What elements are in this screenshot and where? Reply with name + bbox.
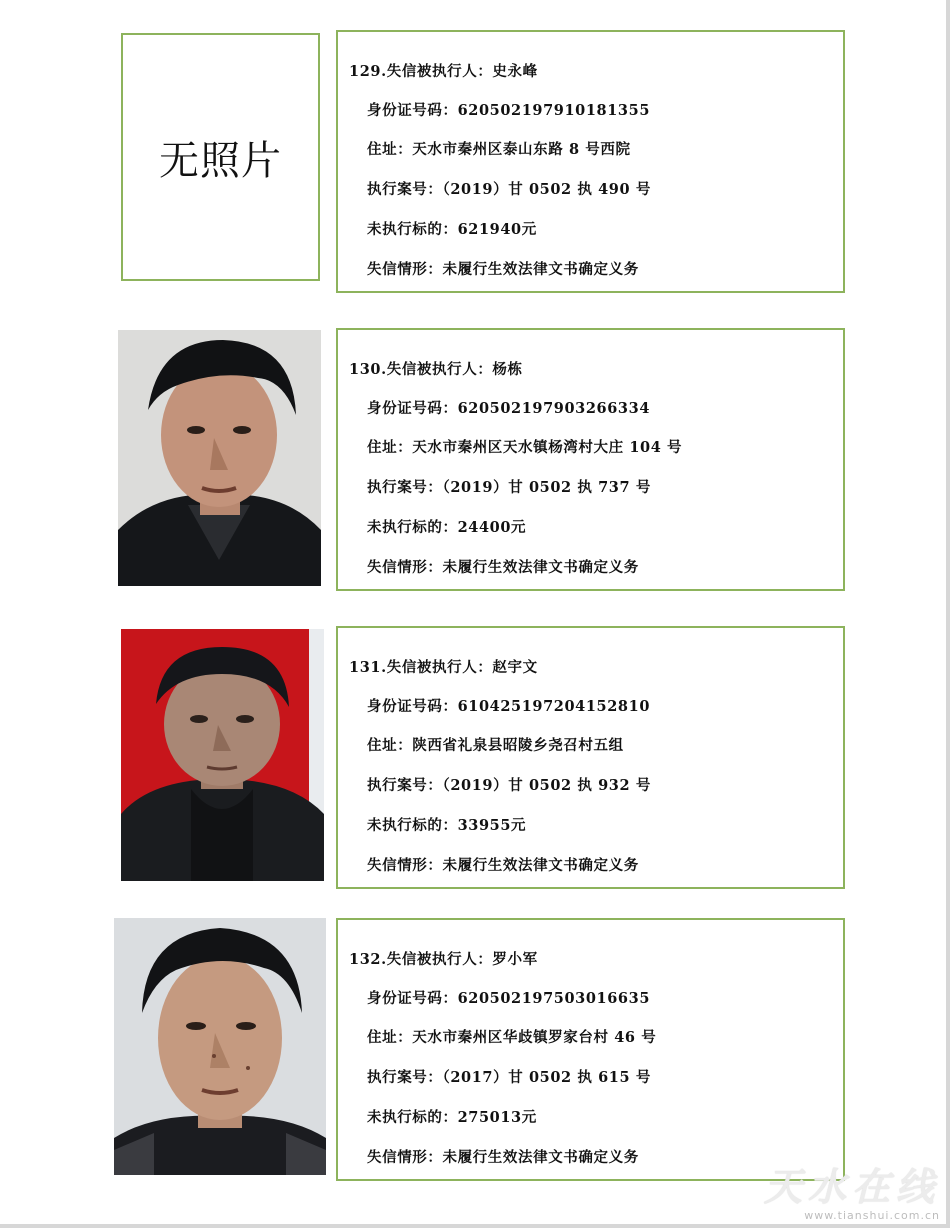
record-unexecuted-amount: 未执行标的：621940元	[367, 221, 537, 238]
page-edge-bottom	[0, 1224, 950, 1228]
record-title: 130.失信被执行人：杨栋	[349, 361, 523, 378]
record-id-number: 身份证号码：620502197503016635	[367, 990, 651, 1007]
record-unexecuted-amount: 未执行标的：33955元	[367, 817, 527, 834]
record-132-info	[336, 918, 845, 1181]
record-unexecuted-amount: 未执行标的：24400元	[367, 519, 527, 536]
record-title: 129.失信被执行人：史永峰	[349, 63, 538, 80]
record-address: 住址：陕西省礼泉县昭陵乡尧召村五组	[367, 737, 624, 754]
record-title: 132.失信被执行人：罗小军	[349, 951, 538, 968]
record-131-info	[336, 626, 845, 889]
record-circumstance: 失信情形：未履行生效法律文书确定义务	[367, 1149, 639, 1166]
person-photo-130	[118, 330, 321, 586]
record-case-number: 执行案号：（2019）甘 0502 执 737 号	[367, 479, 651, 496]
record-circumstance: 失信情形：未履行生效法律文书确定义务	[367, 261, 639, 278]
record-address: 住址：天水市秦州区华歧镇罗家台村 46 号	[367, 1029, 657, 1046]
record-case-number: 执行案号：（2019）甘 0502 执 490 号	[367, 181, 651, 198]
record-129-info	[336, 30, 845, 293]
record-id-number: 身份证号码：620502197903266334	[367, 400, 651, 417]
no-photo-label: 无照片	[159, 137, 282, 184]
record-130-info	[336, 328, 845, 591]
watermark-logo-text: 天水在线	[763, 1165, 940, 1209]
record-circumstance: 失信情形：未履行生效法律文书确定义务	[367, 559, 639, 576]
record-address: 住址：天水市秦州区天水镇杨湾村大庄 104 号	[367, 439, 683, 456]
record-unexecuted-amount: 未执行标的：275013元	[367, 1109, 537, 1126]
record-address: 住址：天水市秦州区泰山东路 8 号西院	[367, 141, 631, 158]
record-id-number: 身份证号码：620502197910181355	[367, 102, 651, 119]
site-watermark	[754, 1154, 944, 1224]
person-photo-131	[121, 629, 324, 881]
record-case-number: 执行案号：（2019）甘 0502 执 932 号	[367, 777, 651, 794]
no-photo-box	[121, 33, 320, 281]
record-id-number: 身份证号码：610425197204152810	[367, 698, 651, 715]
person-photo-132	[114, 918, 326, 1175]
record-circumstance: 失信情形：未履行生效法律文书确定义务	[367, 857, 639, 874]
watermark-url: www.tianshui.com.cn	[804, 1209, 940, 1222]
page-edge-right	[946, 0, 950, 1228]
record-case-number: 执行案号：（2017）甘 0502 执 615 号	[367, 1069, 651, 1086]
record-title: 131.失信被执行人：赵宇文	[349, 659, 538, 676]
